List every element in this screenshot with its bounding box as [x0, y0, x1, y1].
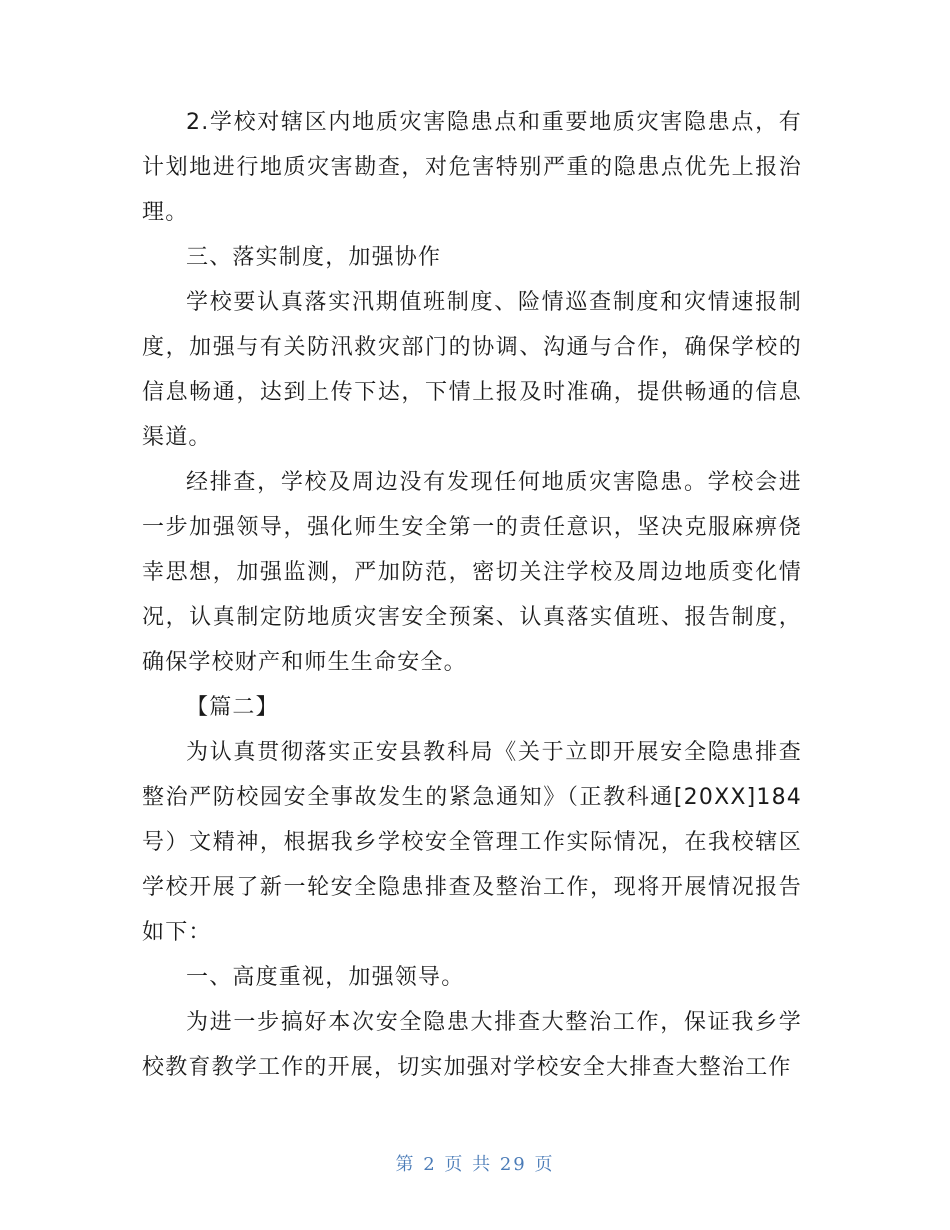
paragraph-duty-system: 学校要认真落实汛期值班制度、险情巡查制度和灾情速报制度，加强与有关防汛救灾部门的协调、沟通与合作，确保学校的信息畅通，达到上传下达，下情上报及时准确，提供畅通的信息渠道。	[142, 290, 802, 450]
paragraph-geohazard-survey: 2.学校对辖区内地质灾害隐患点和重要地质灾害隐患点，有计划地进行地质灾害勘查，对危害特别严重的隐患点优先上报治理。	[142, 110, 802, 225]
section-heading-system: 三、落实制度，加强协作	[186, 245, 442, 270]
section-heading-leadership: 一、高度重视，加强领导。	[186, 965, 465, 990]
paragraph-notice-intro: 为认真贯彻落实正安县教科局《关于立即开展安全隐患排查整治严防校园安全事故发生的紧急通知》（正教科通[20XX]184号）文精神，根据我乡学校安全管理工作实际情况，在我校辖区学校开展了新一轮安全隐患排查及整治工作，现将开展情况报告如下：	[142, 740, 802, 945]
paragraph-inspection-result: 经排查，学校及周边没有发现任何地质灾害隐患。学校会进一步加强领导，强化师生安全第一的责任意识，坚决克服麻痹侥幸思想，加强监测，严加防范，密切关注学校及周边地质变化情况，认真制定防地质灾害安全预案、认真落实值班、报告制度，确保学校财产和师生生命安全。	[142, 470, 802, 675]
document-body	[142, 100, 802, 1090]
paragraph-leadership-body: 为进一步搞好本次安全隐患大排查大整治工作，保证我乡学校教育教学工作的开展，切实加强对学校安全大排查大整治工作	[142, 1010, 802, 1080]
page-number-footer: 第 2 页 共 29 页	[395, 1154, 555, 1175]
part-heading: 【篇二】	[186, 695, 279, 720]
